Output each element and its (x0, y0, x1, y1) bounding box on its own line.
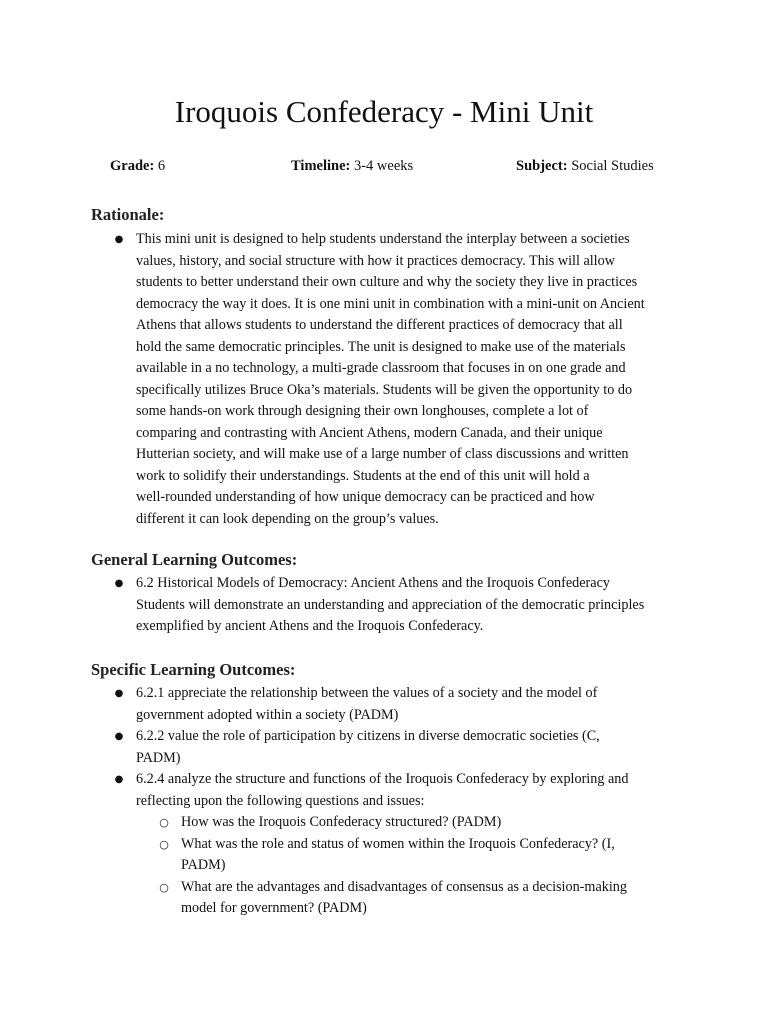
sub-outcome-line (0, 812, 661, 834)
general-outcomes-list (0, 573, 656, 638)
grade-field (110, 156, 165, 176)
rationale-line: some hands-on work through designing their own longhouses, complete a lot of (136, 403, 589, 419)
bullet-icon: ● (114, 578, 124, 589)
specific-outcome-line: government adopted within a society (PADM) (136, 706, 399, 723)
rationale-line: work to solidify their understandings. Students at the end of this unit will hold a (136, 467, 590, 484)
specific-outcome-text: 6.2.2 value the role of participation by citizens in diverse democratic societies (C, (136, 728, 600, 744)
hollow-bullet-icon: ○ (159, 837, 169, 851)
grade-value: 6 (157, 158, 166, 174)
sub-outcome-text: How was the Iroquois Confederacy structured? (PADM) (181, 814, 502, 830)
rationale-line: students to better understand their own culture and why the society they live in practices (136, 274, 638, 290)
bullet-icon: ● (114, 688, 124, 699)
hollow-bullet-icon: ○ (159, 816, 169, 829)
rationale-line: hold the same democratic principles. The unit is designed to make use of the materials (136, 338, 626, 355)
rationale-heading: Rationale: (91, 205, 165, 224)
sub-outcome-line (0, 834, 661, 856)
general-outcome-line (0, 573, 656, 595)
timeline-value: 3-4 weeks (353, 158, 414, 174)
rationale-line: well-rounded understanding of how unique democracy can be practiced and how (136, 489, 595, 505)
specific-outcome-line (0, 726, 656, 748)
timeline-field (291, 156, 413, 176)
general-outcome-text: 6.2 Historical Models of Democracy: Ancient Athens and the Iroquois Confederacy (136, 575, 610, 591)
sub-outcome-text: What was the role and status of women within the Iroquois Confederacy? (I, (181, 835, 615, 852)
rationale-line: Athens that allows students to understand the different practices of democracy that all (136, 317, 623, 333)
bullet-icon: ● (114, 774, 124, 785)
specific-outcome-text: 6.2.4 analyze the structure and functions of the Iroquois Confederacy by exploring and (136, 771, 629, 787)
rationale-line: democracy the way it does. It is one mini unit in combination with a mini-unit on Ancient (136, 295, 645, 312)
bullet-icon: ● (114, 234, 124, 245)
rationale-text: This mini unit is designed to help students understand the interplay between a societies (136, 231, 630, 247)
subject-label: Subject: (516, 158, 568, 174)
specific-outcome-line: PADM) (136, 749, 181, 766)
rationale-list (0, 229, 656, 530)
sub-outcome-line (0, 877, 661, 899)
rationale-line: available in a no technology, a multi-grade classroom that focuses in on one grade and (136, 360, 626, 376)
hollow-bullet-icon: ○ (159, 880, 169, 894)
rationale-line (0, 229, 656, 251)
general-outcomes-heading: General Learning Outcomes: (91, 550, 298, 569)
sub-outcome-text: What are the advantages and disadvantages of consensus as a decision-making (181, 878, 627, 895)
rationale-line: different it can look depending on the group’s values. (136, 510, 439, 527)
document-title: Iroquois Confederacy - Mini Unit (174, 94, 594, 129)
rationale-line: specifically utilizes Bruce Oka’s materials. Students will be given the opportunity to do (136, 381, 633, 398)
sub-outcome-line: model for government? (PADM) (181, 900, 367, 916)
rationale-line: values, history, and social structure with how it practices democracy. This will allow (136, 252, 615, 269)
specific-outcome-line: reflecting upon the following questions and issues: (136, 792, 425, 809)
specific-outcome-line (0, 769, 656, 791)
grade-label: Grade: (110, 158, 155, 174)
sub-outcome-line: PADM) (181, 857, 226, 873)
rationale-line: comparing and contrasting with Ancient Athens, modern Canada, and their unique (136, 424, 603, 441)
bullet-icon: ● (114, 731, 124, 742)
subject-value: Social Studies (571, 158, 654, 174)
timeline-label: Timeline: (291, 158, 351, 174)
general-outcome-line: Students will demonstrate an understanding and appreciation of the democratic principles (136, 596, 645, 613)
specific-outcome-text: 6.2.1 appreciate the relationship between the values of a society and the model of (136, 685, 598, 701)
general-outcome-line: exemplified by ancient Athens and the Iroquois Confederacy. (136, 618, 484, 634)
specific-outcomes-heading: Specific Learning Outcomes: (91, 660, 296, 679)
specific-outcome-line (0, 683, 656, 705)
rationale-line: Hutterian society, and will make use of a large number of class discussions and written (136, 446, 629, 462)
specific-outcomes-list (0, 683, 661, 920)
subject-field (516, 156, 654, 176)
